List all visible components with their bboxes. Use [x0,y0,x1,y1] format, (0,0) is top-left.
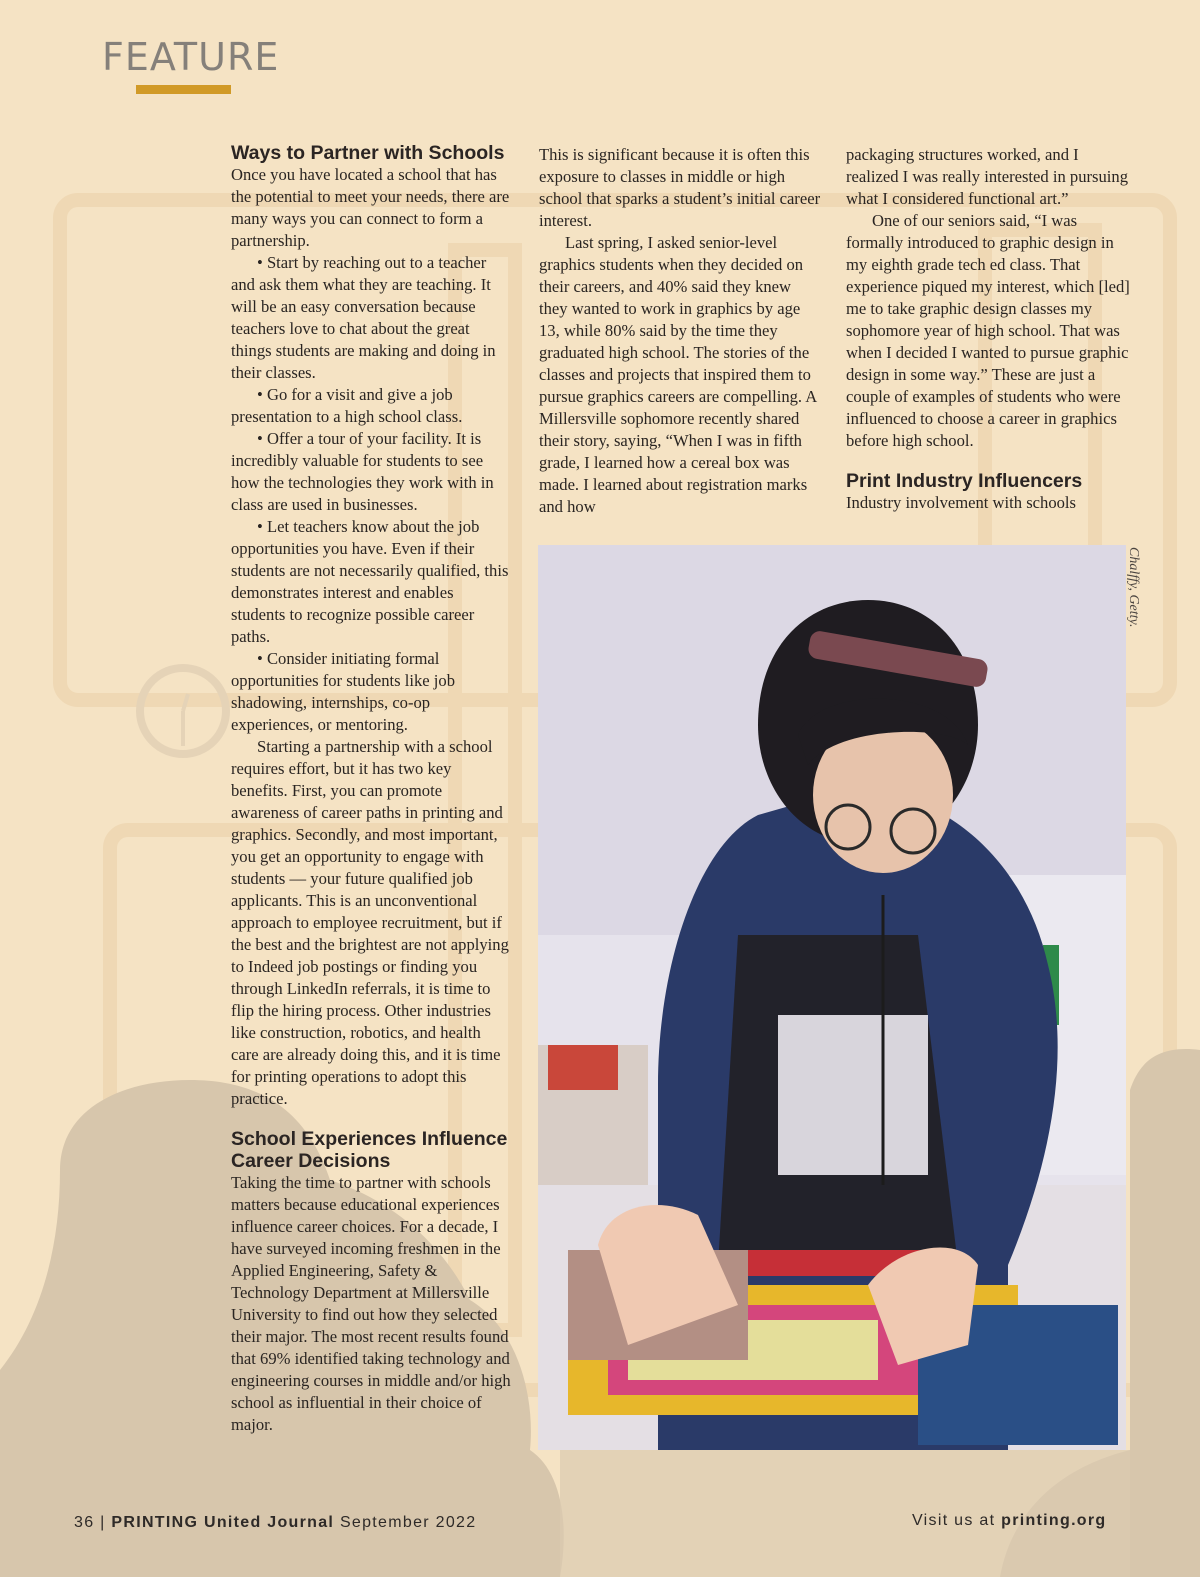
bullet-item: • Offer a tour of your facility. It is incredibly valuable for students to see how the technologies they work with in class are used in businesses. [231,429,494,514]
bullet-item: • Consider initiating formal opportunities for students like job shadowing, internships, co-op experiences, or mentoring. [231,649,455,734]
article-column-1 [231,142,511,1436]
paragraph: This is significant because it is often this exposure to classes in middle or high school that sparks a student’s initial career interest. [539,145,821,230]
paragraph: Taking the time to partner with schools matters because educational experiences influence career choices. For a decade, I have surveyed incoming freshmen in the Applied Engineering, Safety & Technology Department at Millersville University to find out how they selected their major. The most recent results found that 69% identified taking technology and engineering courses in middle and/or high school as influential in their choice of major. [231,1173,511,1434]
paragraph: packaging structures worked, and I realized I was really interested in pursuing what I considered functional art.” [846,145,1128,208]
page-footer-right [912,1512,1106,1530]
bullet-item: • Start by reaching out to a teacher and ask them what they are teaching. It will be an easy conversation because teachers love to chat about the great things students are making and doing in their classes. [231,253,496,382]
website-link[interactable]: printing.org [1001,1512,1107,1529]
section-heading: Print Industry Influencers [846,470,1083,492]
page-footer-left [74,1514,476,1532]
paragraph: Starting a partnership with a school requires effort, but it has two key benefits. First, you can promote awareness of career paths in printing and graphics. Secondly, and most important, you get an opportunity to engage with students — your future qualified job applicants. This is an unconventional approach to employee recruitment, but if the best and the brightest are not applying to Indeed job postings or finding you through LinkedIn referrals, it is time to flip the hiring process. Other industries like construction, robotics, and health care are already doing this, and it is time for printing operations to adopt this practice. [231,737,509,1108]
paragraph: One of our seniors said, “I was formally introduced to graphic design in my eighth grade tech ed class. That experience piqued my interest, which [led] me to take graphic design classes my sophomore year of high school. That was when I decided I wanted to pursue graphic design in some way.” These are just a couple of examples of students who were influenced to choose a career in graphics before high school. [846,211,1130,450]
article-column-2 [539,144,821,518]
photo-credit: Chalffy, Getty. [1126,547,1141,628]
page-number: 36 [74,1514,95,1531]
article-column-3 [846,144,1132,514]
section-kicker: FEATURE [102,35,280,79]
bullet-item: • Let teachers know about the job opportunities you have. Even if their students are not necessarily qualified, this demonstrates interest and enables students to recognize possible career paths. [231,517,509,646]
publication-name: PRINTING United Journal [111,1514,335,1531]
paragraph: Last spring, I asked senior-level graphics students when they decided on their careers, and 40% said they knew they wanted to work in graphics by age 13, while 80% said by the time they graduated high school. The stories of the classes and projects that inspired them to pursue graphics careers are compelling. A Millersville sophomore recently shared their story, saying, “When I was in fifth grade, I learned how a cereal box was made. I learned about registration marks and how [539,233,817,516]
visit-label: Visit us at [912,1512,996,1529]
kicker-underline [136,85,231,94]
footer-separator: | [100,1514,106,1531]
section-heading: School Experiences Influence Career Decisions [231,1128,508,1172]
student-screen-printing-photo [538,545,1126,1450]
issue-date: September 2022 [339,1514,477,1531]
bullet-item: • Go for a visit and give a job presentation to a high school class. [231,385,463,426]
paragraph: Industry involvement with schools [846,493,1076,512]
section-heading: Ways to Partner with Schools [231,142,505,164]
paragraph: Once you have located a school that has the potential to meet your needs, there are many ways you can connect to form a partnership. [231,165,510,250]
